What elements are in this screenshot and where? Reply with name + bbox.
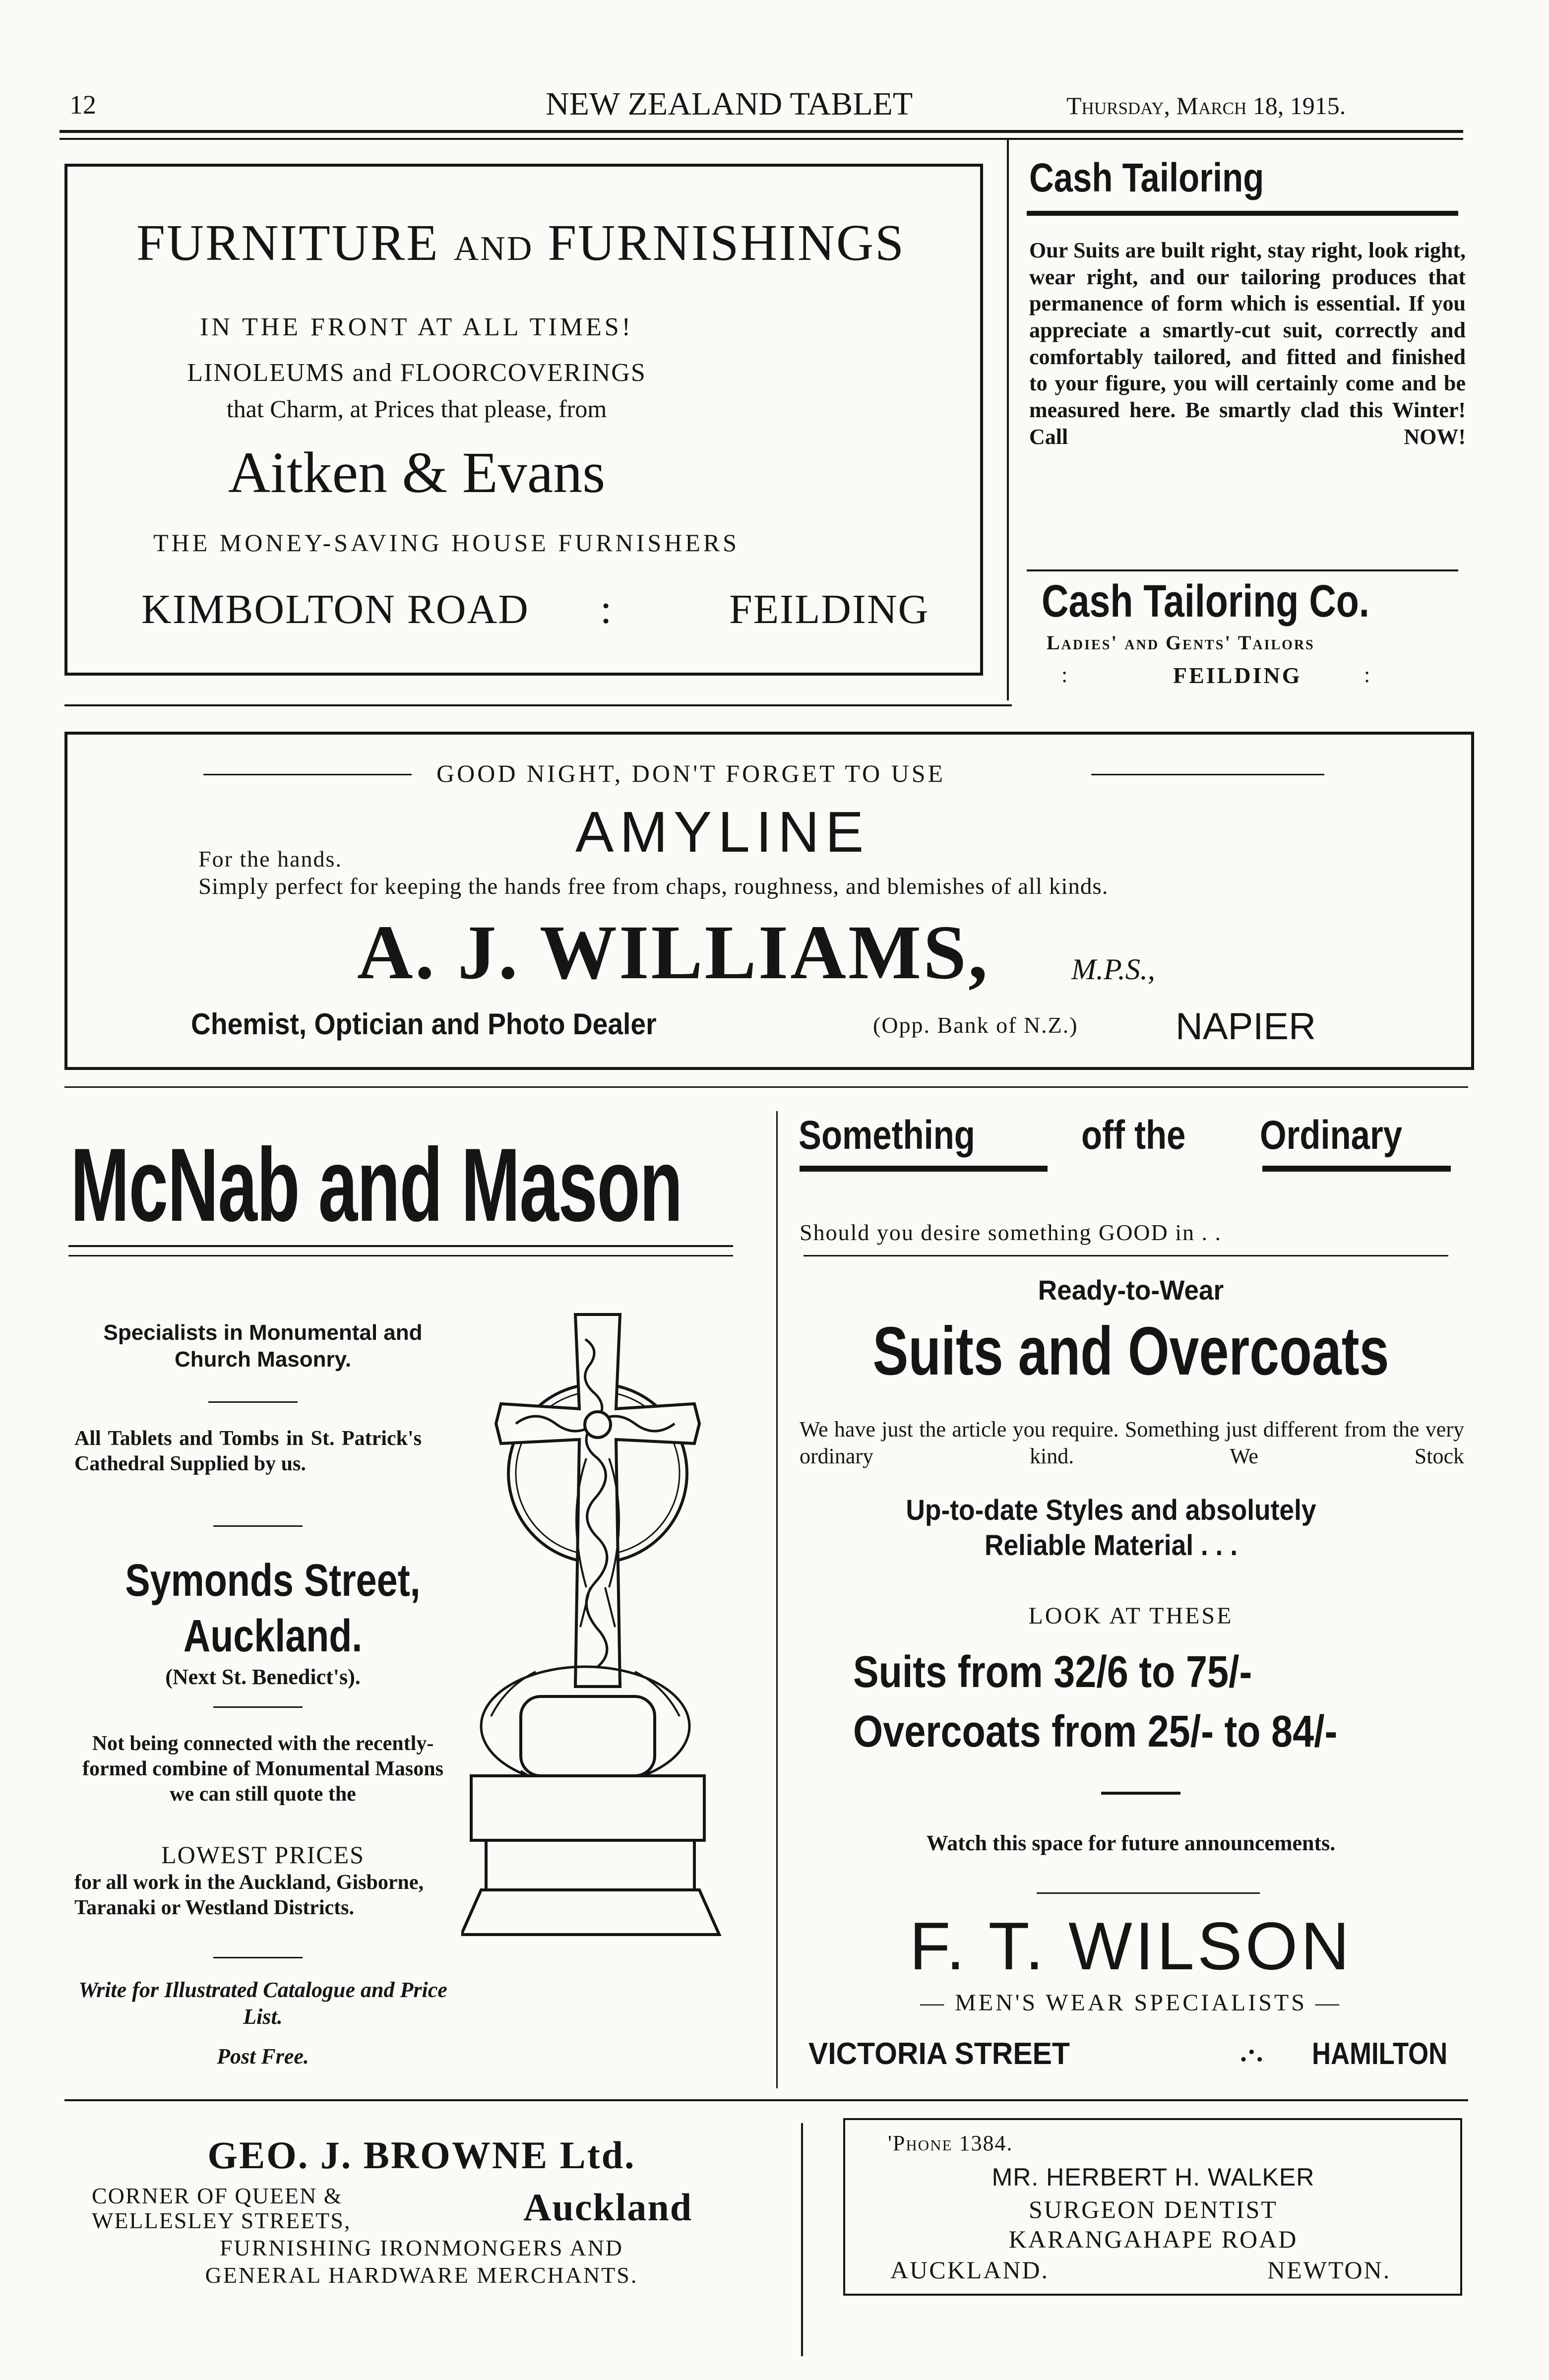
browne-right-rule (801, 2123, 803, 2356)
masthead-rule-2 (60, 138, 1463, 140)
mason-sep-2 (213, 1525, 303, 1527)
furniture-line-2: that Charm, at Prices that please, from (226, 395, 607, 423)
page-number: 12 (69, 90, 96, 120)
tailoring-subtitle: Ladies' and Gents' Tailors (1047, 631, 1315, 654)
issue-date: Thursday, March 18, 1915. (1066, 92, 1346, 120)
wilson-town: HAMILTON (1312, 2037, 1448, 2071)
walker-name: MR. HERBERT H. WALKER (991, 2163, 1315, 2191)
walker-phone: 'Phone 1384. (888, 2131, 1013, 2155)
amyline-for-line: For the hands. (198, 846, 342, 872)
mason-sep-4 (213, 1957, 303, 1958)
browne-line-3: FURNISHING IRONMONGERS AND (219, 2235, 624, 2260)
wilson-headline-something: Something (799, 1113, 975, 1158)
browne-line-4: GENERAL HARDWARE MERCHANTS. (205, 2262, 638, 2288)
publication-title: NEW ZEALAND TABLET (546, 86, 913, 122)
furniture-tagline: IN THE FRONT AT ALL TIMES! (200, 313, 633, 341)
tailoring-body: Our Suits are built right, stay right, look right, wear right, and our tailoring produces that permanence of form which is essential. If you appreciate a smartly-cut suit, correctly and comfortably tailored, and fitted and finished to your figure, you will certainly come and be measured here. Be smartly clad this Winter! Call NOW! (1029, 238, 1466, 449)
mason-tablets: All Tablets and Tombs in St. Patrick's Cathedral Supplied by us. (74, 1427, 422, 1476)
wilson-headline-off-the: off the (1081, 1113, 1186, 1158)
wilson-underline-1 (800, 1166, 1048, 1172)
mason-street: Symonds Street, Auckland. (125, 1555, 421, 1662)
wilson-styles: Up-to-date Styles and absolutely Reliable Material . . . (906, 1494, 1316, 1562)
tailoring-town: FEILDING (1173, 663, 1302, 688)
furniture-street: KIMBOLTON ROAD (141, 586, 529, 632)
wilson-name: F. T. WILSON (909, 1908, 1353, 1984)
wilson-price-sep (1101, 1792, 1180, 1795)
walker-suburb: NEWTON. (1267, 2256, 1391, 2284)
mason-sep-1 (208, 1401, 298, 1403)
wilson-headline-ordinary: Ordinary (1260, 1113, 1403, 1158)
furniture-slogan: THE MONEY-SAVING HOUSE FURNISHERS (153, 529, 740, 557)
wilson-body: We have just the article you require. Something just different from the very ordinary kind. We Stock (800, 1417, 1464, 1468)
walker-profession: SURGEON DENTIST (1029, 2195, 1278, 2223)
furniture-headline (69, 213, 972, 272)
headline-word-and: AND (453, 230, 534, 268)
tailoring-title-rule (1027, 211, 1458, 216)
mason-lowest-prices: LOWEST PRICES (161, 1841, 365, 1869)
mason-title: McNab and Mason (70, 1127, 682, 1243)
tailoring-colon-left: : (1061, 663, 1068, 687)
browne-name: GEO. J. BROWNE Ltd. (207, 2133, 636, 2177)
amyline-credential: M.P.S., (1071, 953, 1155, 986)
wilson-intro: Should you desire something GOOD in . . (800, 1220, 1222, 1245)
furniture-town: FEILDING (729, 586, 929, 632)
amyline-header: GOOD NIGHT, DON'T FORGET TO USE (436, 759, 946, 787)
walker-road: KARANGAHAPE ROAD (1008, 2225, 1298, 2253)
tailoring-title: Cash Tailoring (1029, 155, 1264, 200)
headline-word-furnishings: FURNISHINGS (548, 214, 905, 271)
browne-address-2: WELLESLEY STREETS, (92, 2208, 351, 2233)
wilson-suits-price: Suits from 32/6 to 75/- (853, 1647, 1252, 1697)
mason-post-free: Post Free. (217, 2044, 309, 2068)
masthead-rule-1 (60, 130, 1463, 133)
wilson-overcoats-price: Overcoats from 25/- to 84/- (853, 1707, 1338, 1756)
headline-word-furniture: FURNITURE (136, 214, 439, 271)
amyline-header-rule-left (203, 774, 412, 775)
mason-sep-3 (213, 1706, 303, 1708)
lower-section-rule (64, 2099, 1468, 2101)
mason-districts: for all work in the Auckland, Gisborne, Taranaki or Westland Districts. (74, 1871, 424, 1920)
walker-city: AUCKLAND. (890, 2256, 1050, 2284)
monument-base-1 (471, 1776, 704, 1840)
furniture-line-1: LINOLEUMS and FLOORCOVERINGS (187, 359, 646, 387)
amyline-description: Simply perfect for keeping the hands free from chaps, roughness, and blemishes of all kinds. (198, 874, 1109, 899)
amyline-product: AMYLINE (575, 800, 870, 864)
furniture-company: Aitken & Evans (228, 440, 606, 505)
wilson-underline-2 (1262, 1166, 1451, 1172)
browne-address-1: CORNER OF QUEEN & (92, 2183, 343, 2208)
wilson-watch: Watch this space for future announcements. (926, 1831, 1336, 1855)
mason-right-rule (776, 1111, 778, 2088)
wilson-suits-overcoats: Suits and Overcoats (872, 1313, 1389, 1389)
amyline-trades: Chemist, Optician and Photo Dealer (191, 1007, 657, 1041)
mason-catalogue: Write for Illustrated Catalogue and Price List. (78, 1978, 447, 2029)
wilson-watch-rule (1037, 1892, 1260, 1894)
browne-city: Auckland (523, 2186, 693, 2229)
mason-not-connected: Not being connected with the recently-formed combine of Monumental Masons we can still quote the (82, 1732, 443, 1806)
wilson-dots: .·. (1240, 2037, 1263, 2067)
amyline-bottom-rule (64, 1086, 1468, 1088)
mason-next-to: (Next St. Benedict's). (165, 1665, 361, 1689)
amyline-chemist-name: A. J. WILLIAMS, (357, 909, 990, 995)
wilson-intro-rule (804, 1255, 1448, 1256)
wilson-street: VICTORIA STREET (808, 2037, 1070, 2071)
mason-specialty: Specialists in Monumental and Church Masonry. (103, 1320, 423, 1372)
amyline-location-note: (Opp. Bank of N.Z.) (873, 1012, 1078, 1038)
furniture-bottom-rule (64, 704, 1012, 706)
amyline-header-rule-right (1091, 774, 1324, 775)
furniture-separator: : (600, 586, 612, 632)
tailoring-company: Cash Tailoring Co. (1042, 576, 1369, 626)
wilson-specialists: — MEN'S WEAR SPECIALISTS — (920, 1990, 1342, 2016)
monument-base-3 (461, 1890, 719, 1935)
monument-base-2 (486, 1840, 694, 1890)
cross-heart-boss (585, 1412, 611, 1438)
tailoring-mid-rule (1027, 569, 1458, 571)
tailoring-colon-right: : (1364, 663, 1370, 687)
mason-title-rule-2 (68, 1255, 733, 1256)
tailoring-left-rule (1007, 140, 1009, 700)
wilson-look-at-these: LOOK AT THESE (1028, 1603, 1234, 1629)
wilson-ready-to-wear: Ready-to-Wear (1038, 1274, 1224, 1306)
amyline-town: NAPIER (1176, 1005, 1316, 1048)
mason-title-rule-1 (68, 1245, 733, 1247)
monument-tablet (521, 1696, 655, 1776)
celtic-cross-monument-illustration (461, 1310, 739, 2083)
